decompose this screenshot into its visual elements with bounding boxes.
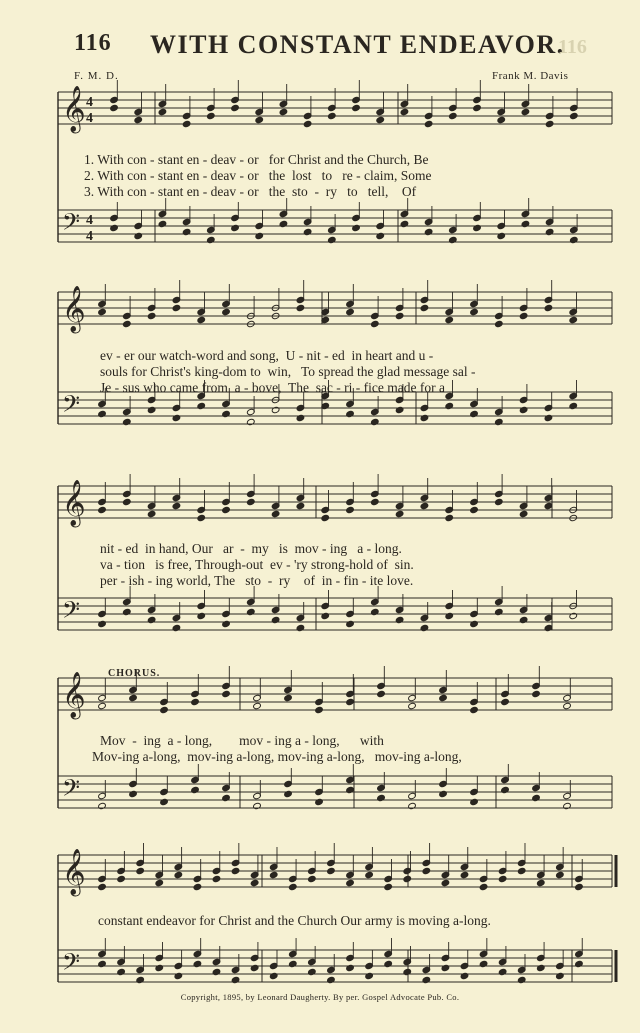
bass-note-head	[384, 960, 393, 967]
treble-note-head	[422, 867, 431, 874]
bass-note-head	[172, 414, 181, 421]
treble-note-head	[123, 320, 132, 327]
bass-note-head	[110, 224, 119, 231]
treble-note-head	[377, 690, 386, 697]
bass-note-head	[495, 608, 504, 615]
lyric-line: ev - er our watch-word and song, U - nit - ed in heart and u -	[100, 348, 434, 363]
treble-note-head	[193, 883, 202, 890]
bass-clef-icon: 𝄢	[62, 208, 81, 241]
treble-note-head	[544, 502, 553, 509]
bass-note-head	[346, 786, 355, 793]
time-signature-bottom: 4	[86, 111, 93, 126]
bass-note-head	[284, 790, 293, 797]
bass-note-head	[321, 612, 330, 619]
bass-note-head	[536, 964, 545, 971]
treble-note-head	[110, 104, 119, 111]
bass-note-head	[327, 976, 336, 983]
bass-note-head	[521, 220, 530, 227]
treble-note-head	[321, 514, 330, 521]
bass-note-head	[117, 968, 126, 975]
treble-note-head	[536, 879, 545, 886]
treble-note-head	[284, 694, 293, 701]
treble-note-head	[556, 871, 565, 878]
bass-note-head	[250, 964, 259, 971]
bass-note-head	[498, 968, 507, 975]
bass-note-head	[303, 228, 312, 235]
bass-note-head	[174, 972, 183, 979]
bass-note-head	[134, 232, 143, 239]
bass-note-head	[197, 402, 206, 409]
lyric-line: Mov-ing a-long, mov-ing a-long, mov-ing a-long, mov-ing a-long,	[92, 749, 462, 764]
treble-note-head	[441, 879, 450, 886]
bass-note-head	[371, 608, 380, 615]
bass-note-head	[544, 624, 553, 631]
bass-note-head	[346, 964, 355, 971]
bass-note-head	[253, 802, 262, 809]
treble-note-head	[231, 104, 240, 111]
bass-note-head	[519, 616, 528, 623]
time-signature-top: 4	[86, 95, 93, 110]
bass-note-head	[439, 790, 448, 797]
bass-note-head	[519, 406, 528, 413]
bass-note-head	[563, 802, 572, 809]
treble-note-head	[279, 108, 288, 115]
bass-note-head	[271, 406, 280, 413]
treble-note-head	[346, 506, 355, 513]
treble-note-head	[497, 116, 506, 123]
bass-note-head	[497, 232, 506, 239]
bass-note-head	[158, 220, 167, 227]
treble-note-head	[231, 867, 240, 874]
treble-note-head	[570, 112, 579, 119]
treble-note-head	[460, 871, 469, 878]
lyric-line: 3. With con - stant en - deav - or the sto - ry to tell, Of	[84, 184, 417, 199]
lyric-line: 2. With con - stant en - deav - or the lost to re - claim, Some	[84, 168, 432, 183]
treble-note-head	[296, 304, 305, 311]
bass-note-head	[207, 236, 216, 243]
treble-note-head	[473, 104, 482, 111]
bass-note-head	[182, 228, 191, 235]
treble-note-head	[160, 706, 169, 713]
treble-note-head	[495, 498, 504, 505]
treble-note-head	[288, 883, 297, 890]
bass-note-head	[445, 612, 454, 619]
treble-note-head	[296, 502, 305, 509]
bass-note-head	[123, 608, 132, 615]
treble-note-head	[384, 883, 393, 890]
bass-note-head	[231, 224, 240, 231]
treble-note-head	[250, 879, 259, 886]
bass-note-head	[123, 418, 132, 425]
bass-note-head	[532, 794, 541, 801]
bass-clef-icon: 𝄢	[62, 596, 81, 629]
bass-note-head	[136, 976, 145, 983]
treble-note-head	[134, 116, 143, 123]
bass-note-head	[98, 620, 107, 627]
bass-note-head	[308, 968, 317, 975]
treble-note-head	[212, 875, 221, 882]
chorus-label: CHORUS.	[108, 668, 161, 679]
treble-note-head	[495, 320, 504, 327]
treble-note-head	[136, 867, 145, 874]
treble-note-head	[253, 702, 262, 709]
treble-clef-icon: 𝄞	[62, 86, 86, 132]
treble-note-head	[519, 510, 528, 517]
bass-note-head	[376, 232, 385, 239]
treble-clef-icon: 𝄞	[62, 286, 86, 332]
treble-clef-icon: 𝄞	[62, 849, 86, 895]
bass-note-head	[556, 972, 565, 979]
bass-note-head	[172, 624, 181, 631]
treble-note-head	[445, 316, 454, 323]
treble-note-head	[544, 304, 553, 311]
lyric-line: Mov - ing a - long, mov - ing a - long, with	[100, 733, 384, 748]
bass-note-head	[147, 616, 156, 623]
bass-note-head	[377, 794, 386, 801]
bass-note-head	[98, 802, 107, 809]
lyric-line: va - tion is free, Through-out ev - 'ry strong-hold of sin.	[100, 557, 414, 572]
treble-note-head	[308, 875, 317, 882]
bass-note-head	[98, 410, 107, 417]
lyric-line: souls for Christ's king-dom to win, To spread the glad message sal -	[100, 364, 476, 379]
treble-note-head	[255, 116, 264, 123]
bass-note-head	[193, 960, 202, 967]
lyric-line: Je - sus who came from a - bove, The sac - ri - fice made for a	[100, 380, 445, 395]
treble-note-head	[376, 116, 385, 123]
treble-note-head	[470, 506, 479, 513]
treble-note-head	[519, 312, 528, 319]
treble-note-head	[98, 702, 107, 709]
treble-note-head	[498, 875, 507, 882]
treble-note-head	[182, 120, 191, 127]
bass-note-head	[129, 790, 138, 797]
treble-note-head	[575, 883, 584, 890]
treble-note-head	[303, 120, 312, 127]
treble-note-head	[420, 502, 429, 509]
bass-note-head	[441, 964, 450, 971]
time-signature-bottom: 4	[86, 229, 93, 244]
treble-note-head	[470, 706, 479, 713]
bass-note-head	[449, 236, 458, 243]
bass-note-head	[408, 802, 417, 809]
bass-note-head	[271, 616, 280, 623]
bass-note-head	[570, 236, 579, 243]
treble-note-head	[197, 316, 206, 323]
treble-note-head	[517, 867, 526, 874]
bleed-through-page-number: 116	[558, 36, 587, 58]
treble-note-head	[501, 698, 510, 705]
treble-note-head	[400, 108, 409, 115]
bass-note-head	[191, 786, 200, 793]
treble-note-head	[420, 304, 429, 311]
bass-note-head	[420, 414, 429, 421]
bass-clef-icon: 𝄢	[62, 390, 81, 423]
bass-note-head	[296, 414, 305, 421]
treble-note-head	[424, 120, 433, 127]
bass-note-head	[473, 224, 482, 231]
treble-note-head	[98, 883, 107, 890]
bass-note-head	[147, 406, 156, 413]
treble-note-head	[532, 690, 541, 697]
treble-note-head	[123, 498, 132, 505]
treble-note-head	[479, 883, 488, 890]
treble-note-head	[247, 498, 256, 505]
treble-note-head	[271, 510, 280, 517]
lyric-line: constant endeavor for Christ and the Church Our army is moving a-long.	[98, 913, 491, 928]
bass-note-head	[470, 798, 479, 805]
treble-note-head	[158, 108, 167, 115]
bass-note-head	[288, 960, 297, 967]
bass-note-head	[222, 794, 231, 801]
treble-note-head	[395, 312, 404, 319]
bass-note-head	[222, 410, 231, 417]
bass-note-head	[517, 976, 526, 983]
bass-note-head	[269, 972, 278, 979]
bass-note-head	[315, 798, 324, 805]
treble-note-head	[371, 498, 380, 505]
treble-note-head	[346, 308, 355, 315]
bass-note-head	[155, 964, 164, 971]
treble-note-head	[191, 698, 200, 705]
treble-note-head	[439, 694, 448, 701]
bass-clef-icon: 𝄢	[62, 774, 81, 807]
bass-note-head	[296, 624, 305, 631]
bass-note-head	[247, 608, 256, 615]
bass-note-head	[352, 224, 361, 231]
treble-note-head	[403, 875, 412, 882]
treble-note-head	[563, 702, 572, 709]
treble-note-head	[98, 506, 107, 513]
treble-note-head	[470, 308, 479, 315]
lyric-line: per - ish - ing world, The sto - ry of in - fin - ite love.	[100, 573, 414, 588]
treble-note-head	[346, 879, 355, 886]
lyric-line: 1. With con - stant en - deav - or for Christ and the Church, Be	[84, 152, 429, 167]
treble-note-head	[172, 502, 181, 509]
bass-note-head	[160, 798, 169, 805]
page-number: 116	[74, 30, 112, 56]
bass-note-head	[400, 220, 409, 227]
bass-note-head	[460, 972, 469, 979]
bass-note-head	[420, 624, 429, 631]
bass-note-head	[424, 228, 433, 235]
bass-note-head	[231, 976, 240, 983]
treble-note-head	[147, 312, 156, 319]
treble-note-head	[545, 120, 554, 127]
bass-note-head	[501, 786, 510, 793]
treble-note-head	[98, 308, 107, 315]
lyricist-credit: F. M. D.	[74, 70, 119, 82]
bass-note-head	[395, 406, 404, 413]
bass-note-head	[371, 418, 380, 425]
treble-note-head	[346, 698, 355, 705]
treble-note-head	[222, 690, 231, 697]
bass-note-head	[365, 972, 374, 979]
treble-note-head	[117, 875, 126, 882]
copyright-notice: Copyright, 1895, by Leonard Daugherty. By per. Gospel Advocate Pub. Co.	[180, 992, 460, 1002]
bass-note-head	[346, 410, 355, 417]
bass-clef-icon: 𝄢	[62, 948, 81, 981]
treble-note-head	[197, 514, 206, 521]
bass-note-head	[247, 418, 256, 425]
bass-note-head	[569, 612, 578, 619]
bass-note-head	[545, 228, 554, 235]
treble-clef-icon: 𝄞	[62, 672, 86, 718]
lyric-line: nit - ed in hand, Our ar - my is mov - ing a - long.	[100, 541, 402, 556]
bass-note-head	[279, 220, 288, 227]
bass-note-head	[445, 402, 454, 409]
treble-note-head	[395, 510, 404, 517]
treble-note-head	[408, 702, 417, 709]
treble-note-head	[147, 510, 156, 517]
treble-note-head	[521, 108, 530, 115]
bass-note-head	[495, 418, 504, 425]
treble-note-head	[352, 104, 361, 111]
treble-note-head	[327, 867, 336, 874]
treble-note-head	[445, 514, 454, 521]
treble-note-head	[129, 694, 138, 701]
treble-note-head	[207, 112, 216, 119]
treble-note-head	[174, 871, 183, 878]
treble-note-head	[569, 316, 578, 323]
bass-note-head	[403, 968, 412, 975]
bass-note-head	[395, 616, 404, 623]
bass-note-head	[212, 968, 221, 975]
time-signature-top: 4	[86, 213, 93, 228]
hymn-title: WITH CONSTANT ENDEAVOR.	[150, 30, 565, 59]
treble-note-head	[371, 320, 380, 327]
treble-clef-icon: 𝄞	[62, 480, 86, 526]
bass-note-head	[346, 620, 355, 627]
bass-note-head	[575, 960, 584, 967]
bass-note-head	[328, 236, 337, 243]
bass-note-head	[222, 620, 231, 627]
bass-note-head	[479, 960, 488, 967]
treble-note-head	[315, 706, 324, 713]
treble-note-head	[449, 112, 458, 119]
bass-note-head	[569, 402, 578, 409]
bass-note-head	[470, 620, 479, 627]
treble-note-head	[222, 308, 231, 315]
bass-note-head	[98, 960, 107, 967]
treble-note-head	[269, 871, 278, 878]
composer-credit: Frank M. Davis	[492, 70, 569, 82]
treble-note-head	[328, 112, 337, 119]
bass-note-head	[422, 976, 431, 983]
treble-note-head	[172, 304, 181, 311]
bass-note-head	[470, 410, 479, 417]
treble-note-head	[155, 879, 164, 886]
treble-note-head	[222, 506, 231, 513]
treble-note-head	[365, 871, 374, 878]
bass-note-head	[197, 612, 206, 619]
bass-note-head	[544, 414, 553, 421]
bass-note-head	[255, 232, 264, 239]
